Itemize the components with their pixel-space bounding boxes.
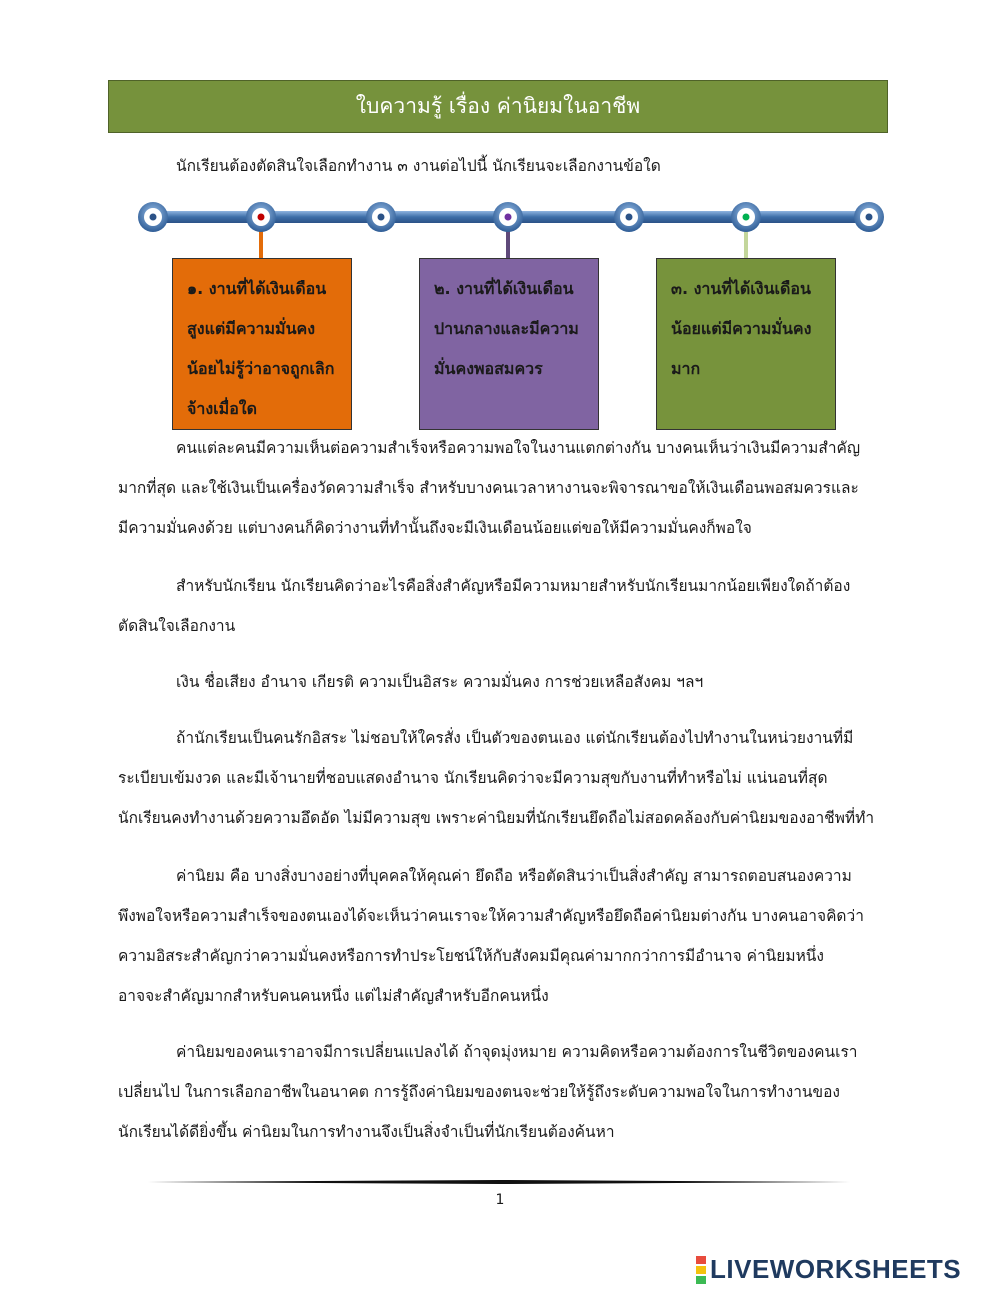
paragraph-line: มากที่สุด และใช้เงินเป็นเครื่องวัดความสำเร็จ สำหรับบางคนเวลาหางานจะพิจารณาขอให้เงินเดือนพอสมควรและ [118,479,859,497]
option-3-line: ๓. งานที่ได้เงินเดือน [671,279,811,298]
timeline [0,0,1000,300]
paragraph-line: คนแต่ละคนมีความเห็นต่อความสำเร็จหรือความพอใจในงานแตกต่างกัน บางคนเห็นว่าเงินมีความสำคัญ [176,439,861,457]
intro-text: นักเรียนต้องตัดสินใจเลือกทำงาน ๓ งานต่อไปนี้ นักเรียนจะเลือกงานข้อใด [176,157,661,175]
paragraph-line: มีความมั่นคงด้วย แต่บางคนก็คิดว่างานที่ทำนั้นถึงจะมีเงินเดือนน้อยแต่ขอให้มีความมั่นคงก็พอใจ [118,519,752,537]
paragraph-line: สำหรับนักเรียน นักเรียนคิดว่าอะไรคือสิ่งสำคัญหรือมีความหมายสำหรับนักเรียนมากน้อยเพียงใดถ้าต้อง [176,577,851,595]
paragraph-line: อาจจะสำคัญมากสำหรับคนคนหนึ่ง แต่ไม่สำคัญสำหรับอีกคนหนึ่ง [118,987,549,1005]
paragraph-line: ค่านิยมของคนเราอาจมีการเปลี่ยนแปลงได้ ถ้าจุดมุ่งหมาย ความคิดหรือความต้องการในชีวิตของคนเรา [176,1043,858,1061]
option-3-line: มาก [671,359,701,378]
paragraph-line: นักเรียนคงทำงานด้วยความอึดอัด ไม่มีความสุข เพราะค่านิยมที่นักเรียนยึดถือไม่สอดคล้องกับค่านิยมของอาชีพที่ทำ [118,809,875,827]
paragraph-line: พึงพอใจหรือความสำเร็จของตนเองได้จะเห็นว่าคนเราจะให้ความสำคัญหรือยึดถือค่านิยมต่างกัน บางคนอาจคิดว่า [118,907,864,925]
option-1-line: จ้างเมื่อใด [187,399,257,418]
option-2-line: มั่นคงพอสมควร [434,359,543,378]
option-2-line: ปานกลางและมีความ [434,319,579,338]
footer-divider [148,1180,850,1184]
paragraph-line: เงิน ชื่อเสียง อำนาจ เกียรติ ความเป็นอิสระ ความมั่นคง การช่วยเหลือสังคม ฯลฯ [176,673,704,691]
timeline-node-6 [731,202,761,232]
logo-text: LIVEWORKSHEETS [710,1254,962,1284]
timeline-node-7 [854,202,884,232]
page-title: ใบความรู้ เรื่อง ค่านิยมในอาชีพ [108,80,888,133]
paragraph-line: เปลี่ยนไป ในการเลือกอาชีพในอนาคต การรู้ถึงค่านิยมของตนจะช่วยให้รู้ถึงระดับความพอใจในการทำงานของ [118,1083,840,1101]
page-number: 1 [495,1192,505,1208]
timeline-node-4 [493,202,523,232]
option-box-2 [419,258,599,430]
timeline-node-2 [246,202,276,232]
option-1-line: น้อยไม่รู้ว่าอาจถูกเลิก [187,359,335,378]
paragraph-line: ค่านิยม คือ บางสิ่งบางอย่างที่บุคคลให้คุณค่า ยึดถือ หรือตัดสินว่าเป็นสิ่งสำคัญ สามารถตอบสนองความ [176,867,852,885]
paragraph-line: ความอิสระสำคัญกว่าความมั่นคงหรือการทำประโยชน์ให้กับสังคมมีคุณค่ามากกว่าการมีอำนาจ ค่านิยมหนึ่ง [118,947,824,965]
option-1-line: ๑. งานที่ได้เงินเดือน [187,279,327,298]
paragraph-line: ถ้านักเรียนเป็นคนรักอิสระ ไม่ชอบให้ใครสั่ง เป็นตัวของตนเอง แต่นักเรียนต้องไปทำงานในหน่วยงานที่มี [176,729,854,747]
paragraph-line: นักเรียนได้ดียิ่งขึ้น ค่านิยมในการทำงานจึงเป็นสิ่งจำเป็นที่นักเรียนต้องค้นหา [118,1123,615,1141]
timeline-node-5 [614,202,644,232]
option-3-line: น้อยแต่มีความมั่นคง [671,319,812,338]
option-1-line: สูงแต่มีความมั่นคง [187,319,316,338]
timeline-node-1 [138,202,168,232]
option-box-1 [172,258,352,430]
paragraph-line: ตัดสินใจเลือกงาน [118,617,236,635]
option-2-line: ๒. งานที่ได้เงินเดือน [434,279,574,298]
logo-icon [696,1255,706,1285]
paragraph-line: ระเบียบเข้มงวด และมีเจ้านายที่ชอบแสดงอำนาจ นักเรียนคิดว่าจะมีความสุขกับงานที่ทำหรือไม่ แน่นอนที่สุด [118,769,828,787]
option-box-3 [656,258,836,430]
liveworksheets-logo[interactable] [696,1254,961,1285]
timeline-node-3 [366,202,396,232]
